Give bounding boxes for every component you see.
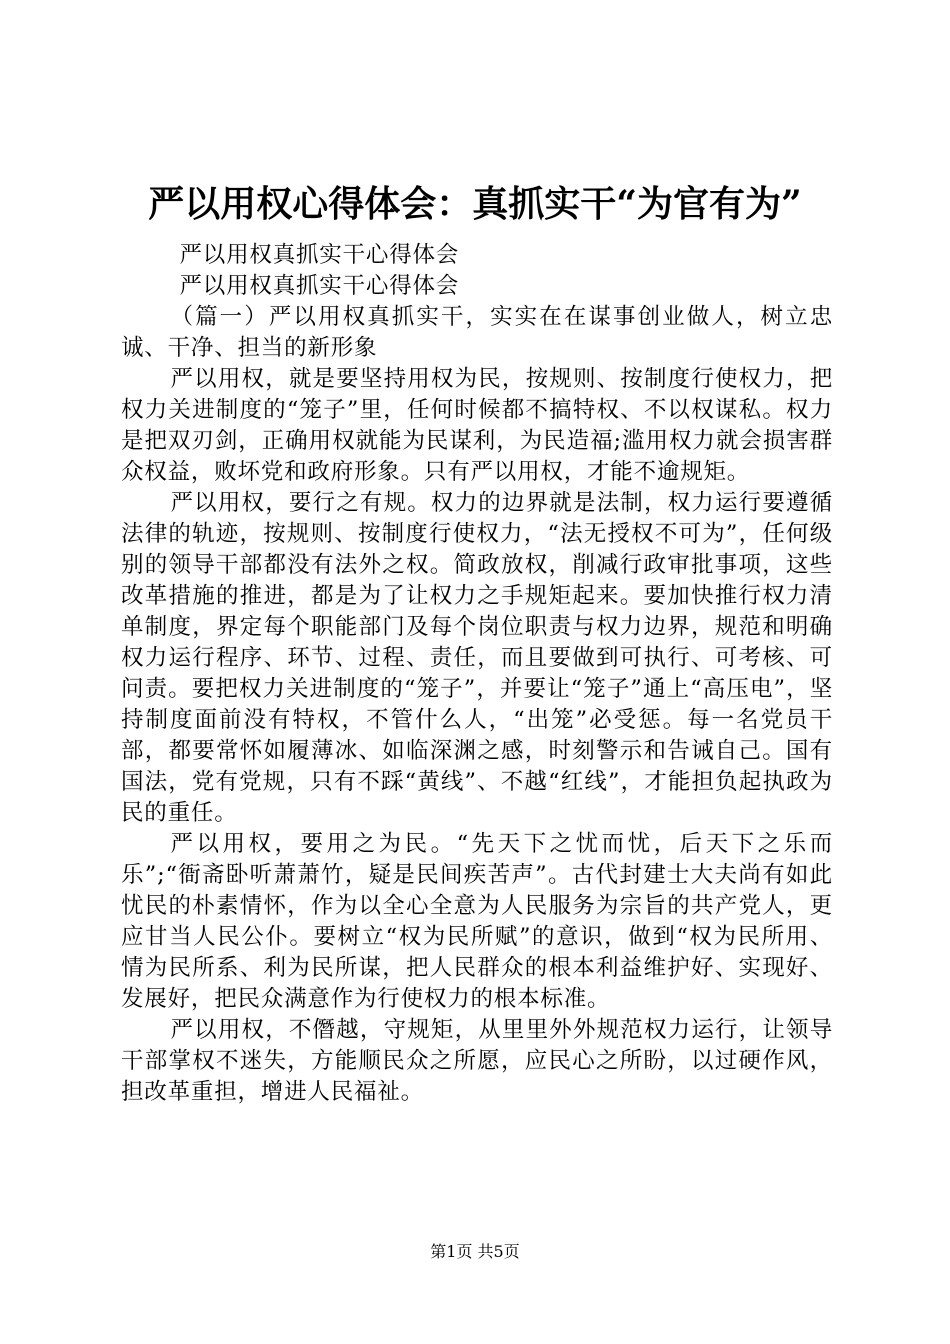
paragraph: 严以用权，就是要坚持用权为民，按规则、按制度行使权力，把权力关进制度的“笼子”里，任何时候都不搞特权、不以权谋私。权力是把双刃剑，正确用权就能为民谋利，为民造福;滥用权力就会损害群众权益，败坏党和政府形象。只有严以用权，才能不逾规矩。 bbox=[121, 366, 833, 485]
document-title: 严以用权心得体会：真抓实干“为官有为” bbox=[148, 183, 802, 225]
document-body bbox=[121, 240, 833, 1108]
subtitle-line: 严以用权真抓实干心得体会 bbox=[179, 273, 460, 299]
paragraph-section-heading: （篇一）严以用权真抓实干，实实在在谋事创业做人，树立忠诚、干净、担当的新形象 bbox=[121, 304, 833, 361]
paragraph: 严以用权，不僭越，守规矩，从里里外外规范权力运行，让领导干部掌权不迷失，方能顺民众之所愿，应民心之所盼，以过硬作风，担改革重担，增进人民福祉。 bbox=[121, 1017, 833, 1105]
paragraph: 严以用权，要用之为民。“先天下之忧而忧，后天下之乐而乐”;“衙斋卧听萧萧竹，疑是民间疾苦声”。古代封建士大夫尚有如此忧民的朴素情怀，作为以全心全意为人民服务为宗旨的共产党人，更应甘当人民公仆。要树立“权为民所赋”的意识，做到“权为民所用、情为民所系、利为民所谋，把人民群众的根本利益维护好、实现好、发展好，把民众满意作为行使权力的根本标准。 bbox=[121, 831, 833, 1012]
paragraph: 严以用权，要行之有规。权力的边界就是法制，权力运行要遵循法律的轨迹，按规则、按制度行使权力，“法无授权不可为”，任何级别的领导干部都没有法外之权。简政放权，削减行政审批事项，这些改革措施的推进，都是为了让权力之手规矩起来。要加快推行权力清单制度，界定每个职能部门及每个岗位职责与权力边界，规范和明确权力运行程序、环节、过程、责任，而且要做到可执行、可考核、可问责。要把权力关进制度的“笼子”，并要让“笼子”通上“高压电”，坚持制度面前没有特权，不管什么人，“出笼”必受惩。每一名党员干部，都要常怀如履薄冰、如临深渊之感，时刻警示和告诫自己。国有国法，党有党规，只有不踩“黄线”、不越“红线”，才能担负起执政为民的重任。 bbox=[121, 490, 833, 826]
page-number-footer: 第1页 共5页 bbox=[430, 1242, 520, 1261]
subtitle-line: 严以用权真抓实干心得体会 bbox=[179, 242, 460, 268]
